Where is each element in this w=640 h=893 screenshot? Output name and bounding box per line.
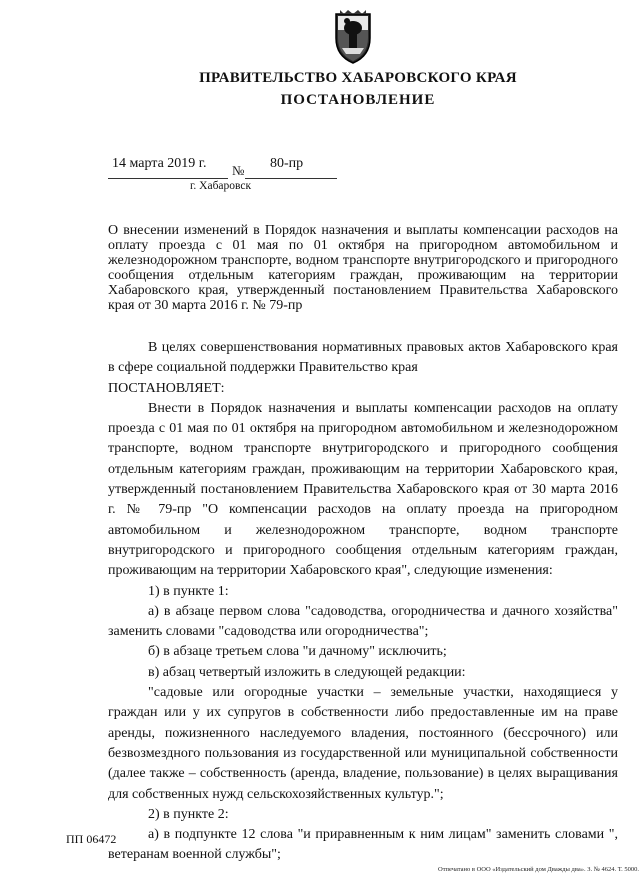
body-paragraph: б) в абзаце третьем слова "и дачному" исключить; <box>148 644 447 660</box>
document-type-title: ПОСТАНОВЛЕНИЕ <box>280 92 436 108</box>
government-title: ПРАВИТЕЛЬСТВО ХАБАРОВСКОГО КРАЯ <box>199 70 517 86</box>
document-number: 80-пр <box>270 156 304 171</box>
body-paragraph: 2) в пункте 2: <box>148 806 229 822</box>
body-paragraph: а) в абзаце первом слова "садоводства, огородничества и дачного хозяйства" заменить словами "садоводства или огородничества"; <box>108 603 618 640</box>
document-body <box>108 338 618 866</box>
coat-of-arms-emblem <box>330 8 376 66</box>
document-subject: О внесении изменений в Порядок назначения и выплаты компенсации расходов на оплату проезда с 01 мая по 01 октября на пригородном автомобильном и железнодорожном транспорте, водном транспорте внутригородского и пригородного сообщения отдельным категориям граждан, проживающим на территории Хабаровского края, утвержденный постановлением Правительства Хабаровского края от 30 марта 2016 г. № 79-пр <box>108 223 618 313</box>
body-paragraph: "садовые или огородные участки – земельные участки, находящиеся у граждан или у их супругов в собственности либо предоставленные им на праве аренды, пожизненного наследуемого владения, постоянного (бессрочного) или безвозмездного пользования из государственной или муниципальной собственности (далее также – собственность (аренда, владение, пользование) в целях выращивания для собственных нужд сельскохозяйственных культур."; <box>108 685 618 802</box>
body-paragraph: Внести в Порядок назначения и выплаты компенсации расходов на оплату проезда с 01 мая по 01 октября на пригородном автомобильном и железнодорожном транспорте, водном транспорте внутригородского и пригородного сообщения отдельным категориям граждан, проживающим на территории Хабаровского края, утвержденный постановлением Правительства Хабаровского края от 30 марта 2016 г. № 79-пр "О компенсации расходов на оплату проезда на пригородном автомобильном и железнодорожном транспорте, водном транспорте внутригородского и пригородного сообщения отдельным категориям граждан, проживающим на территории Хабаровского края", следующие изменения: <box>108 400 618 579</box>
number-underline <box>245 178 337 179</box>
document-date: 14 марта 2019 г. <box>112 156 207 171</box>
body-paragraph: а) в подпункте 12 слова "и приравненным к ним лицам" заменить словами ", ветеранам военной службы"; <box>108 827 618 863</box>
date-underline <box>108 178 228 179</box>
preamble-paragraph: В целях совершенствования нормативных правовых актов Хабаровского края в сфере социальной поддержки Правительство края <box>108 340 618 376</box>
body-paragraph: 1) в пункте 1: <box>148 583 229 599</box>
document-code: ПП 06472 <box>66 832 117 846</box>
resolves-line: ПОСТАНОВЛЯЕТ: <box>108 380 225 396</box>
number-sign: № <box>232 163 245 178</box>
printer-imprint: Отпечатано в ООО «Издательский дом Дважды два». З. № 4624. Т. 5000. <box>438 866 639 873</box>
body-paragraph: в) абзац четвертый изложить в следующей редакции: <box>148 664 466 680</box>
document-city: г. Хабаровск <box>190 180 252 192</box>
